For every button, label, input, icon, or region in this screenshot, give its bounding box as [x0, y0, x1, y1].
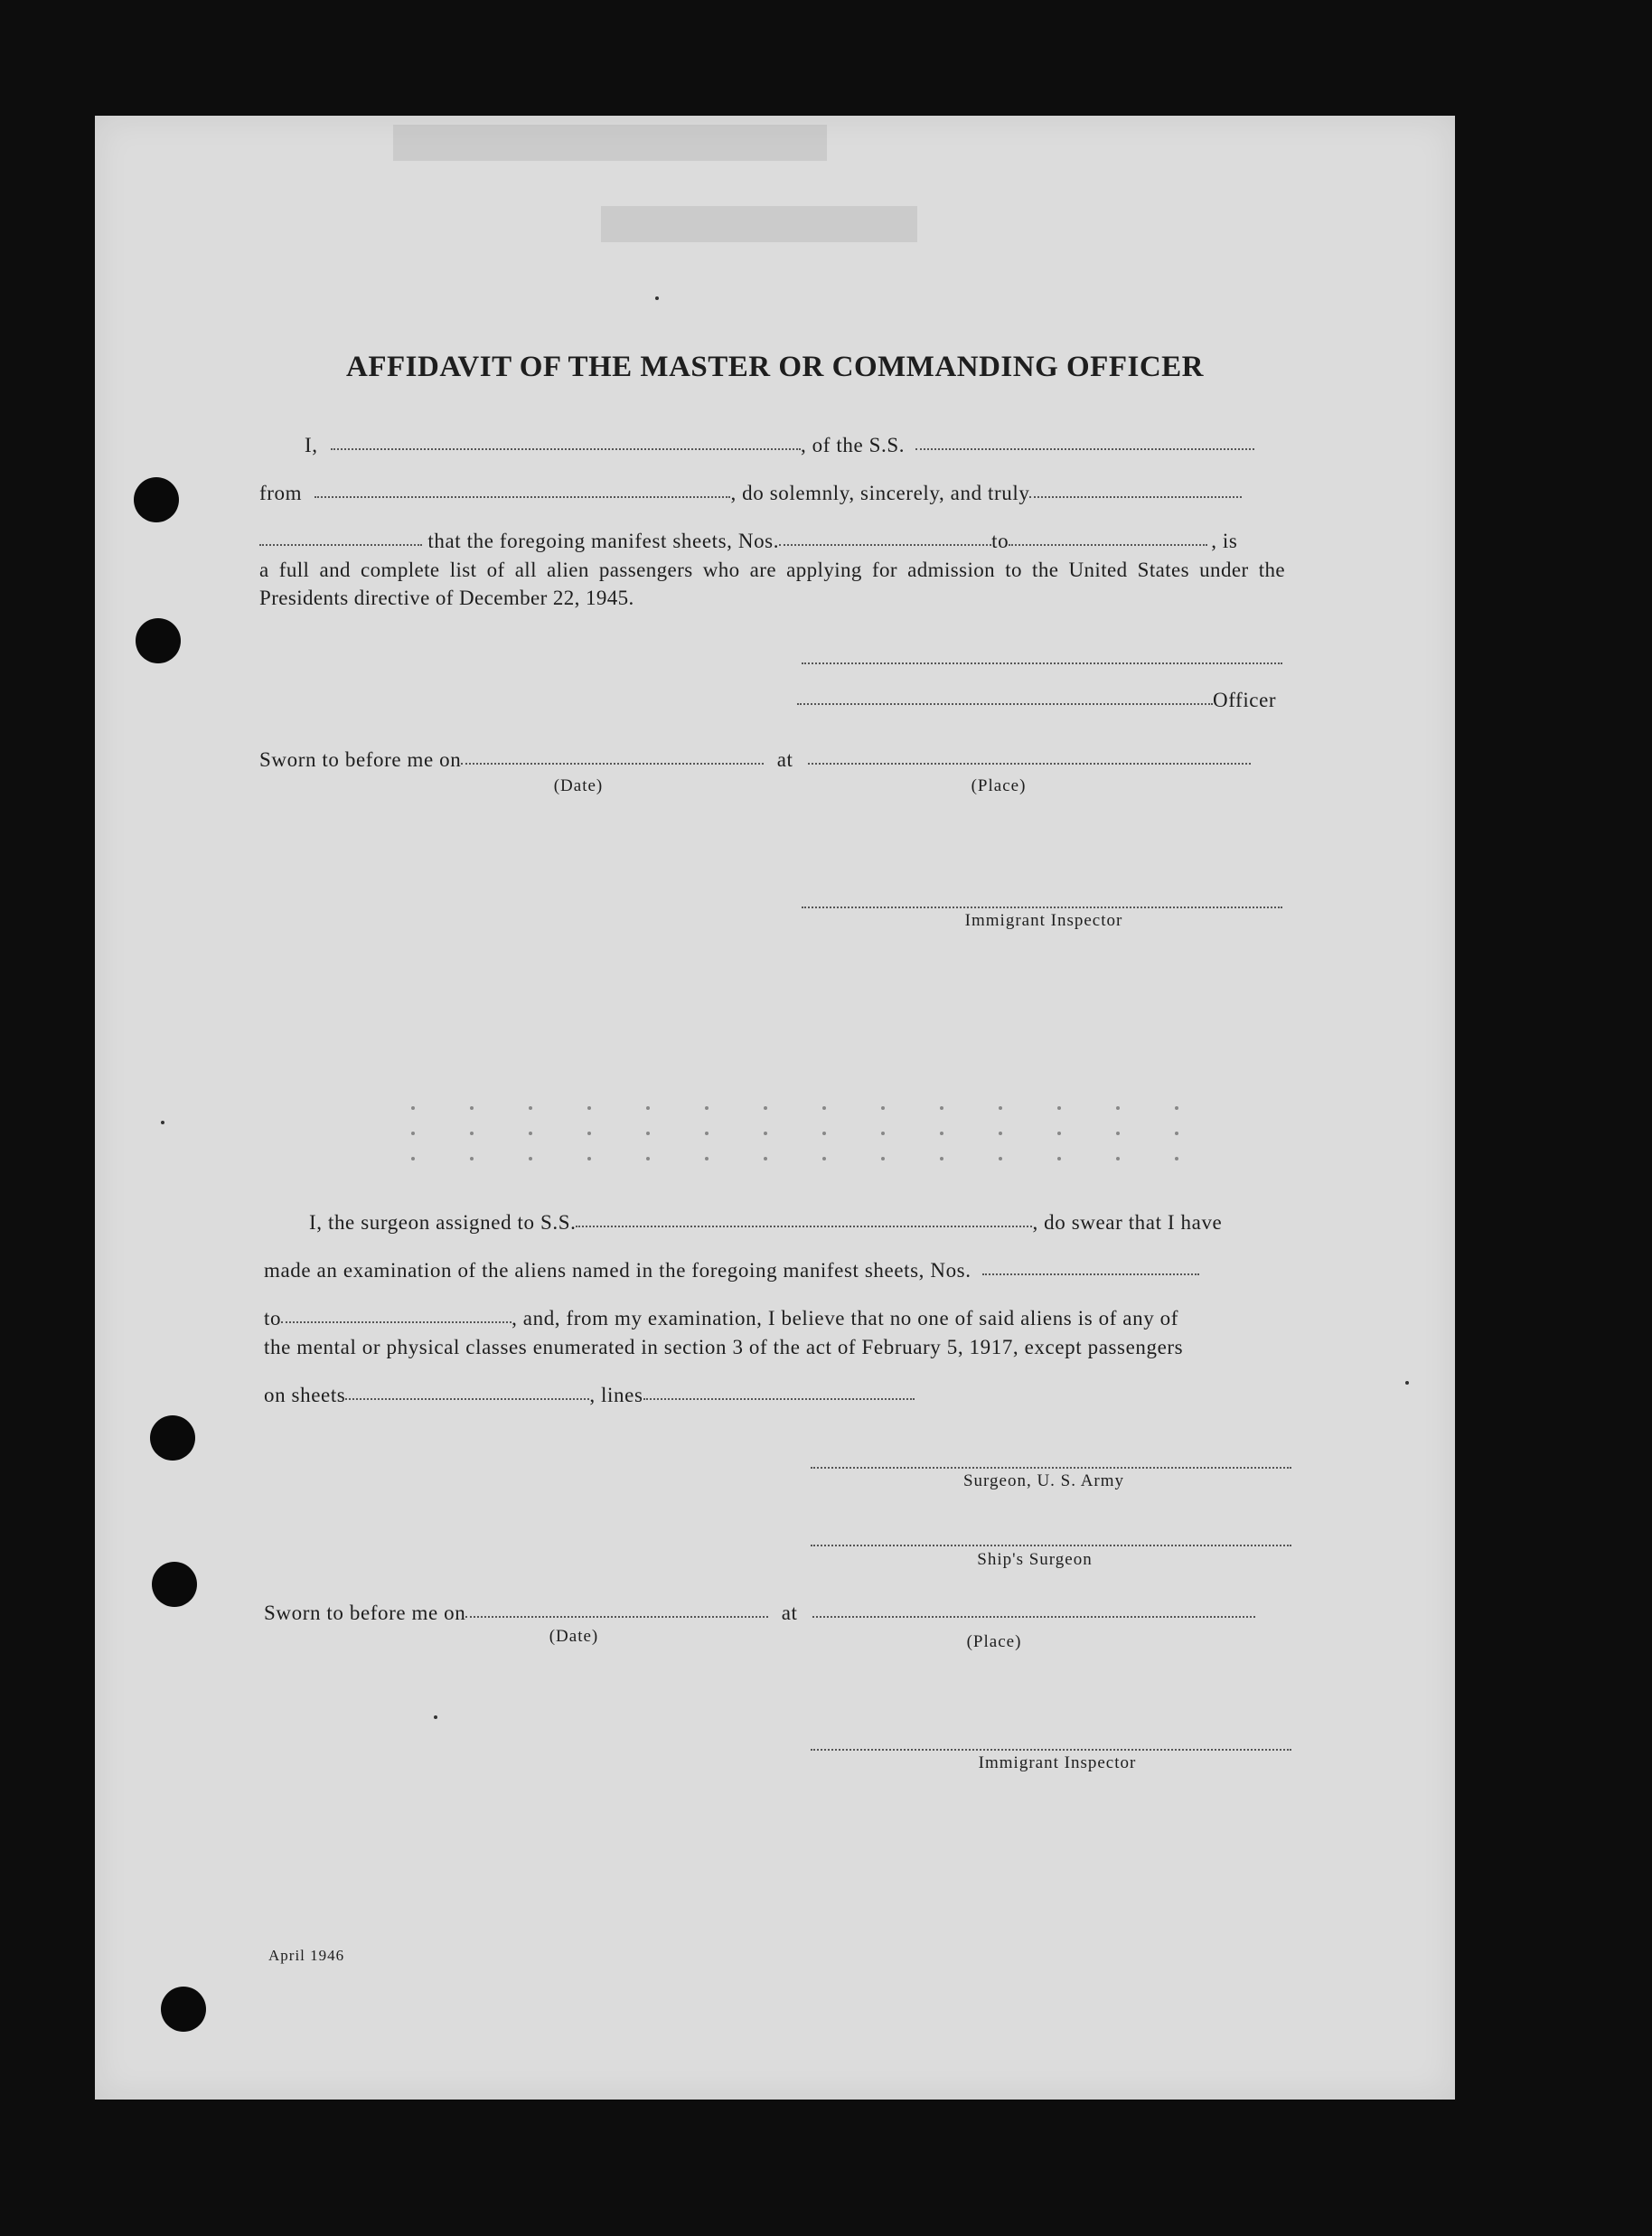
examination-belief-text: , and, from my examination, I believe that no one of said aliens is of any of [512, 1307, 1179, 1329]
surgeon-to-label: to [264, 1307, 282, 1329]
on-sheets-label: on sheets [264, 1384, 346, 1406]
place-caption: (Place) [971, 776, 1027, 795]
surgeon-ship-label: I, the surgeon assigned to S.S. [309, 1211, 577, 1234]
inspector-signature-line[interactable] [802, 906, 1282, 908]
solemnly-text: , do solemnly, sincerely, and truly [730, 482, 1030, 504]
sheets-from-field[interactable] [779, 543, 991, 546]
officer-signature-line[interactable] [797, 702, 1213, 705]
date-caption: (Date) [553, 776, 604, 795]
master-name-field[interactable] [331, 447, 801, 450]
speck [655, 296, 659, 300]
officer-signature-row [797, 689, 1276, 712]
master-signature-line[interactable] [802, 662, 1282, 664]
speck [434, 1715, 437, 1719]
sworn-date-field[interactable] [461, 762, 764, 765]
surgeon-place-caption: (Place) [966, 1632, 1022, 1651]
surgeon-sworn-label: Sworn to before me on [264, 1602, 466, 1624]
master-sworn-row [259, 748, 1251, 772]
port-from-label: from [259, 482, 303, 504]
surgeon-line-3 [264, 1307, 1178, 1330]
declaration-field-cont[interactable] [259, 543, 422, 546]
surgeon-date-caption: (Date) [549, 1627, 599, 1646]
surgeon-line-2 [264, 1259, 1199, 1282]
surgeon-ship-field[interactable] [576, 1225, 1032, 1227]
surgeon-sworn-row [264, 1602, 1255, 1625]
swear-text: , do swear that I have [1032, 1211, 1223, 1234]
speck [161, 1121, 164, 1124]
surgeon-sheets-to-field[interactable] [281, 1320, 512, 1323]
surgeon-inspector-caption: Immigrant Inspector [978, 1753, 1137, 1772]
sworn-label: Sworn to before me on [259, 748, 462, 771]
speck [1405, 1381, 1409, 1385]
bleed-through-mark [601, 206, 917, 242]
sworn-place-field[interactable] [808, 762, 1251, 765]
bleed-through-mark [393, 125, 827, 161]
officer-label: Officer [1213, 689, 1277, 711]
ship-surgeon-signature-line[interactable] [811, 1544, 1291, 1546]
surgeon-sworn-place-field[interactable] [812, 1615, 1255, 1618]
form-date-footer: April 1946 [268, 1947, 345, 1964]
punch-hole [152, 1562, 197, 1607]
declaration-field[interactable] [1029, 495, 1242, 498]
army-surgeon-signature-line[interactable] [811, 1466, 1291, 1469]
punch-hole [136, 618, 181, 663]
surgeon-line-4: the mental or physical classes enumerated in section 3 of the act of February 5, 1917, except passengers [264, 1336, 1184, 1358]
manifest-sheets-text: that the foregoing manifest sheets, Nos. [427, 530, 780, 552]
master-line-3 [259, 530, 1237, 553]
punch-hole [161, 1987, 206, 2032]
master-name-label: I, [305, 434, 318, 456]
surgeon-line-1 [309, 1211, 1222, 1235]
surgeon-inspector-signature-line[interactable] [811, 1748, 1291, 1751]
ship-surgeon-caption: Ship's Surgeon [977, 1550, 1093, 1569]
lines-label: , lines [589, 1384, 643, 1406]
ship-name-label: , of the S.S. [800, 434, 906, 456]
port-from-field[interactable] [314, 495, 730, 498]
surgeon-sworn-date-field[interactable] [465, 1615, 768, 1618]
sheets-to-field[interactable] [1009, 543, 1207, 546]
surgeon-sheets-from-field[interactable] [982, 1273, 1199, 1275]
to-label: to [991, 530, 1009, 552]
document-page [95, 116, 1455, 2100]
surgeon-line-5 [264, 1384, 915, 1407]
examination-text: made an examination of the aliens named in the foregoing manifest sheets, Nos. [264, 1259, 971, 1282]
punch-hole [134, 477, 179, 522]
surgeon-at-label: at [781, 1602, 798, 1624]
master-line-1 [305, 434, 1254, 457]
army-surgeon-caption: Surgeon, U. S. Army [962, 1471, 1125, 1490]
at-label: at [776, 748, 793, 771]
punch-hole [150, 1415, 195, 1461]
page-title: AFFIDAVIT OF THE MASTER OR COMMANDING OFFICER [346, 351, 1204, 383]
master-line-2 [259, 482, 1242, 505]
master-declaration-text: a full and complete list of all alien passengers who are applying for admission to the United States under the Presidents directive of December 22, 1945. [259, 559, 1285, 609]
is-text: , is [1211, 530, 1238, 552]
except-sheets-field[interactable] [345, 1397, 589, 1400]
inspector-caption: Immigrant Inspector [964, 911, 1123, 930]
ship-name-field[interactable] [915, 447, 1254, 450]
except-lines-field[interactable] [643, 1397, 915, 1400]
